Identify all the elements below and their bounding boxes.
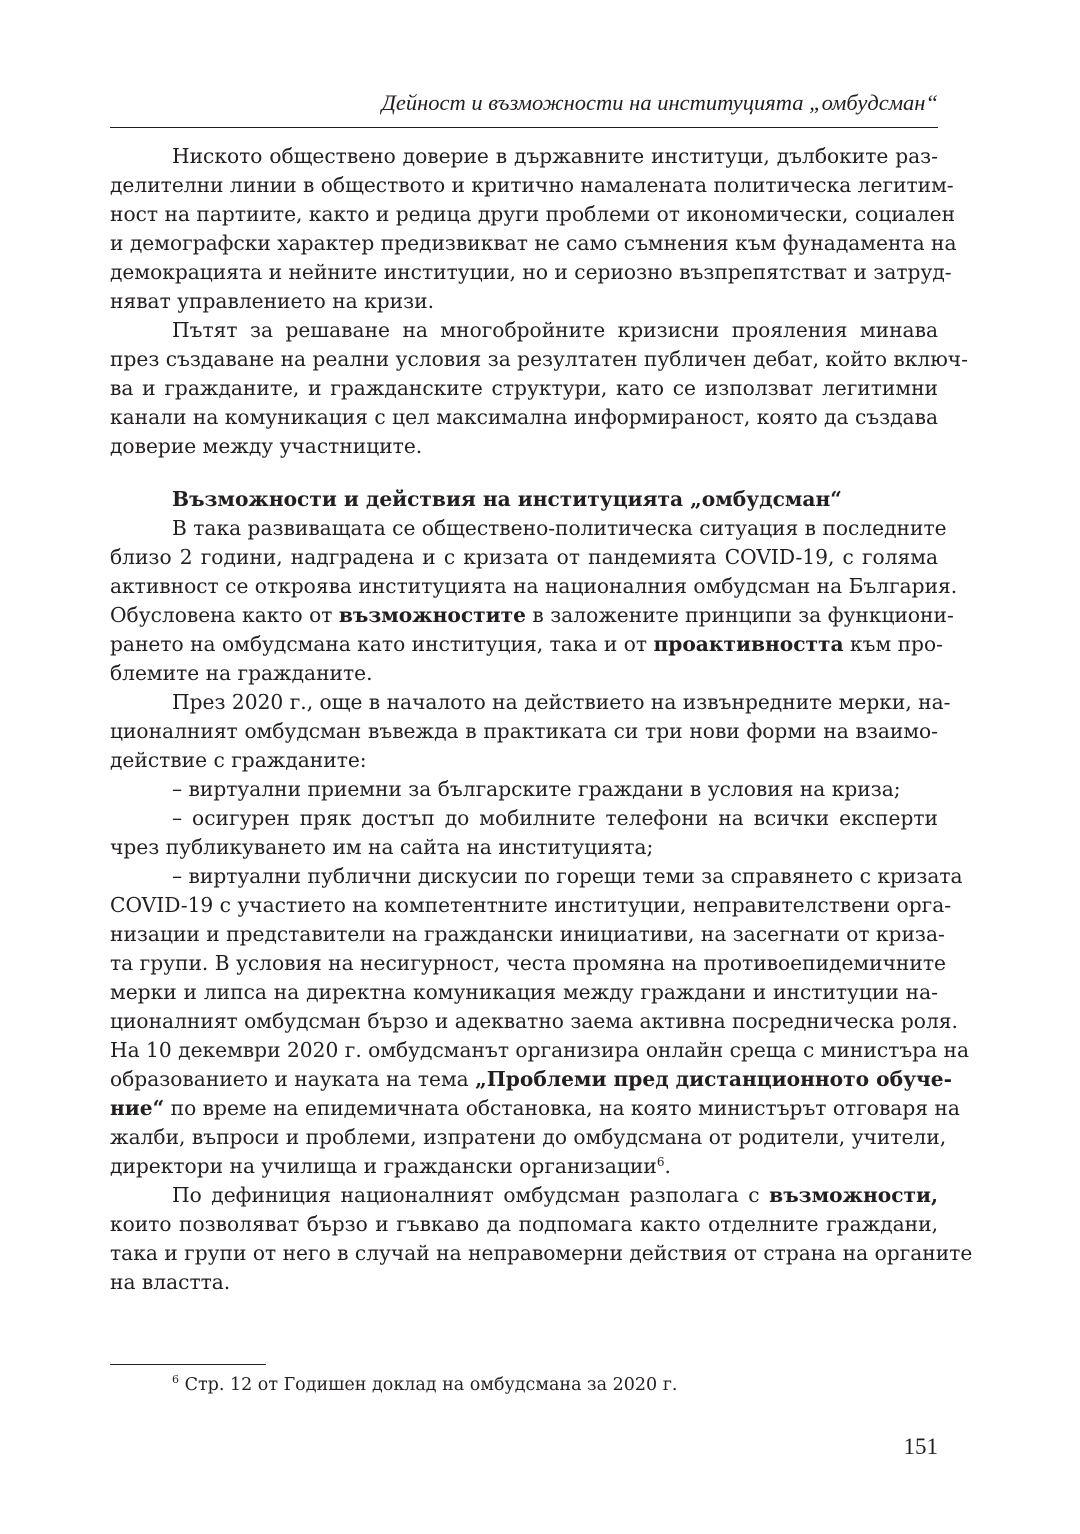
text-run: към про- [843,632,943,656]
text-run: По дефиниция националният омбудсман разполага с [172,1183,770,1207]
footnote-text: Стр. 12 от Годишен доклад на омбудсмана за 2020 г. [184,1375,678,1395]
text-line [110,1152,938,1181]
footnote-reference[interactable]: 6 [656,1154,665,1169]
text-line: канали на комуникация с цел максимална информираност, която да създава [110,405,938,429]
text-line: низации и представители на граждански инициативи, на засегнати от криза- [110,922,945,946]
section-heading [110,485,938,514]
text-line: няват управлението на кризи. [110,289,434,313]
text-run: . [664,1154,671,1178]
text-run: Обусловена както от [110,603,339,627]
list-item: – виртуални публични дискусии по горещи теми за справянето с кризата [172,864,963,888]
text-line: та групи. В условия на несигурност, честа промяна на противоепидемичните [110,951,946,975]
text-run: в заложените принципи за функциони- [526,603,954,627]
text-line: През 2020 г., още в началото на действието на извънредните мерки, на- [172,690,951,714]
body-text [110,142,973,1297]
text-line: жалби, въпроси и проблеми, изпратени до омбудсмана от родители, учители, [110,1125,947,1149]
text-line: които позволяват бързо и гъвкаво да подпомага както отделните граждани, [110,1212,938,1236]
text-line: ционалният омбудсман бързо и адекватно заема активна посредническа роля. [110,1009,958,1033]
text-line: доверие между участниците. [110,434,423,458]
text-line: чрез публикуването им на сайта на институцията; [110,835,654,859]
footnote [172,1372,938,1398]
page-number: 151 [903,1434,938,1459]
text-line: ционалният омбудсман въвежда в практиката си три нови форми на взаимо- [110,719,938,743]
list-item: – осигурен пряк достъп до мобилните телефони на всички експерти [172,806,938,830]
bold-term: „Проблеми пред дистанционното обуче- [475,1067,952,1091]
text-line: В така развиващата се обществено-политическа ситуация в последните [172,516,947,540]
bold-term: възможности, [769,1183,938,1207]
bold-term: ние“ [110,1096,165,1120]
text-line: така и групи от него в случай на неправомерни действия от страна на органите [110,1241,973,1265]
text-line: На 10 декември 2020 г. омбудсманът организира онлайн среща с министъра на [110,1038,970,1062]
text-run: по време на епидемичната обстановка, на която министърът отговаря на [164,1096,960,1120]
list-item: – виртуални приемни за българските граждани в условия на криза; [172,777,901,801]
text-line [110,1094,960,1123]
text-line [110,1065,952,1094]
text-line [110,630,943,659]
text-line: блемите на гражданите. [110,661,373,685]
text-line: Ниското обществено доверие в държавните институци, дълбоките раз- [172,144,938,168]
text-line: Пътят за решаване на многобройните кризисни прояления минава [172,318,938,342]
text-line: ва и гражданите, и гражданските структури, като се използват легитимни [110,376,938,400]
text-line: и демографски характер предизвикват не само съмнения към фунадамента на [110,231,957,255]
text-run: рането на омбудсмана като институция, така и от [110,632,654,656]
text-line: на властта. [110,1270,231,1294]
section-heading-text: Възможности и действия на институцията „омбудсман“ [172,487,842,511]
text-line: близо 2 години, надградена и с кризата от пандемията COVID-19, с голяма [110,545,938,569]
bold-term: проактивността [653,632,844,656]
running-header: Дейност и възможности на институцията „омбудсман“ [381,90,938,115]
text-line [110,601,954,630]
text-line [110,1181,938,1210]
header-rule [110,127,938,128]
text-run: образованието и науката на тема [110,1067,476,1091]
text-line: действие с гражданите: [110,748,367,772]
text-line: демокрацията и нейните институции, но и сериозно възпрепятстват и затруд- [110,260,952,284]
footnote-number: 6 [172,1372,179,1386]
bold-term: възможностите [338,603,526,627]
text-line: COVID-19 с участието на компетентните институции, неправителствени орга- [110,893,952,917]
text-line: делителни линии в обществото и критично намалената политическа легитим- [110,173,954,197]
footnote-rule [110,1364,266,1365]
text-line: през създаване на реални условия за резултатен публичен дебат, който включ- [110,347,968,371]
paragraph-gap [110,461,938,485]
text-line: активност се откроява институцията на националния омбудсман на България. [110,574,958,598]
text-line: мерки и липса на директна комуникация между граждани и институции на- [110,980,938,1004]
text-run: директори на училища и граждански организации [110,1154,657,1178]
text-line: ност на партиите, както и редица други проблеми от икономически, социален [110,202,956,226]
